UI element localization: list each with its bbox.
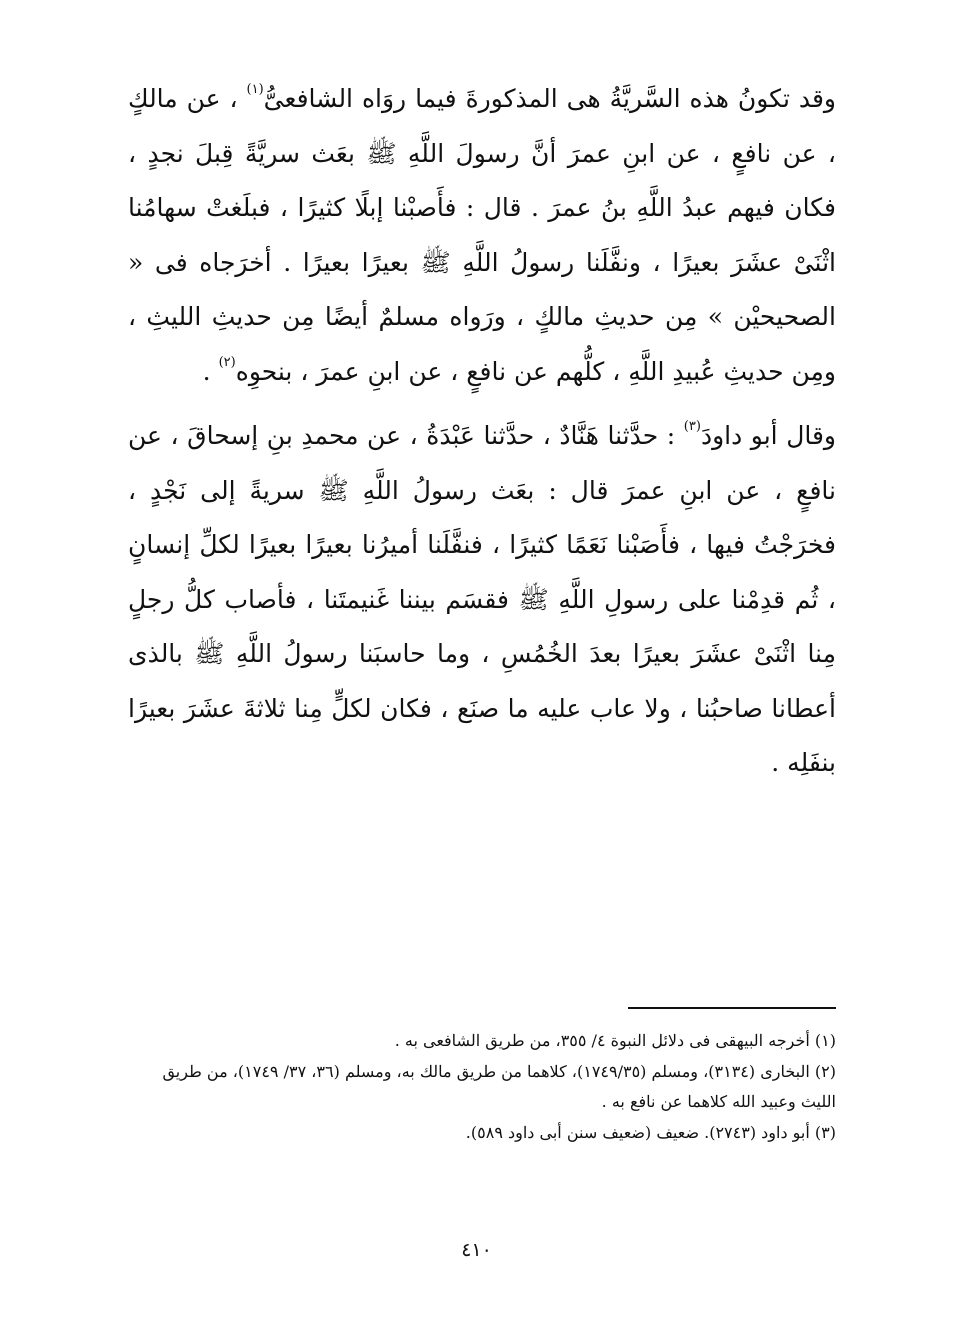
- paragraph-1-part-1: وقد تكونُ هذه السَّريَّةُ هى المذكورةَ فيما روَاه الشافعىُّ: [263, 84, 836, 113]
- paragraph-2-part-2: : حدَّثنا هَنَّادٌ ، حدَّثنا عَبْدَةُ ، عن محمدِ بنِ إسحاقَ ، عن نافعٍ ، عن ابنِ عمرَ قال : بعَث رسولُ اللَّهِ ﷺ سريةً إلى نَجْدٍ ، فخرَجْتُ فيها ، فأَصَبْنا نَعَمًا كثيرًا ، فنفَّلَنا أميرُنا بعيرًا بعيرًا لكلِّ إنسانٍ ، ثُم قدِمْنا على رسولِ اللَّهِ ﷺ فقسَم بيننا غَنيمتَنا ، فأصاب كلُّ رجلٍ مِنا اثْنَىْ عشَرَ بعيرًا بعدَ الخُمُسِ ، وما حاسبَنا رسولُ اللَّهِ ﷺ بالذى أعطانا صاحبُنا ، ولا عاب عليه ما صنَع ، فكان لكلٍّ مِنا ثلاثةَ عشَرَ بعيرًا بنفَلِه .: [128, 421, 836, 777]
- page-number: ٤١٠: [461, 1239, 492, 1261]
- paragraph-1-part-3: .: [202, 356, 219, 386]
- footnote-ref-3: (٣): [683, 419, 701, 434]
- paragraph-1-part-2: ، عن مالكٍ ، عن نافعٍ ، عن ابنِ عمرَ أنَّ رسولَ اللَّهِ ﷺ بعَث سريَّةً قِبلَ نجدٍ ، فكان فيهم عبدُ اللَّهِ بنُ عمرَ . قال : فأَصبْنا إبلًا كثيرًا ، فبلَغتْ سهامُنا اثْنَىْ عشَرَ بعيرًا ، ونفَّلَنا رسولُ اللَّهِ ﷺ بعيرًا بعيرًا . أخرَجاه فى « الصحيحيْن » مِن حديثِ مالكٍ ، ورَواه مسلمٌ أيضًا مِن حديثِ الليثِ ، ومِن حديثِ عُبيدِ اللَّهِ ، كلُّهم عن نافعٍ ، عن ابنِ عمرَ ، بنحوِه: [128, 84, 836, 386]
- main-text: [128, 72, 836, 791]
- footnote-separator: [628, 1007, 836, 1009]
- paragraph-2: [128, 409, 836, 791]
- footnote-3: (٣) أبو داود (٢٧٤٣). ضعيف (ضعيف سنن أبى داود ٥٨٩).: [465, 1122, 836, 1142]
- footnote-2: (٢) البخارى (٣١٣٤)، ومسلم (١٧٤٩/٣٥)، كلاهما من طريق مالك به، ومسلم (٣٦، ٣٧/ ١٧٤٩)، من طريق الليث وعبيد الله كلاهما عن نافع به .: [162, 1061, 836, 1111]
- footnote-1: (١) أخرجه البيهقى فى دلائل النبوة ٤/ ٣٥٥، من طريق الشافعى به .: [394, 1031, 836, 1050]
- paragraph-1: [128, 72, 836, 399]
- footnote-ref-1: (١): [246, 82, 264, 97]
- footnotes: [128, 1026, 836, 1148]
- footnote-ref-2: (٢): [218, 354, 236, 370]
- paragraph-2-part-1: وقال أبو داودَ: [700, 421, 837, 450]
